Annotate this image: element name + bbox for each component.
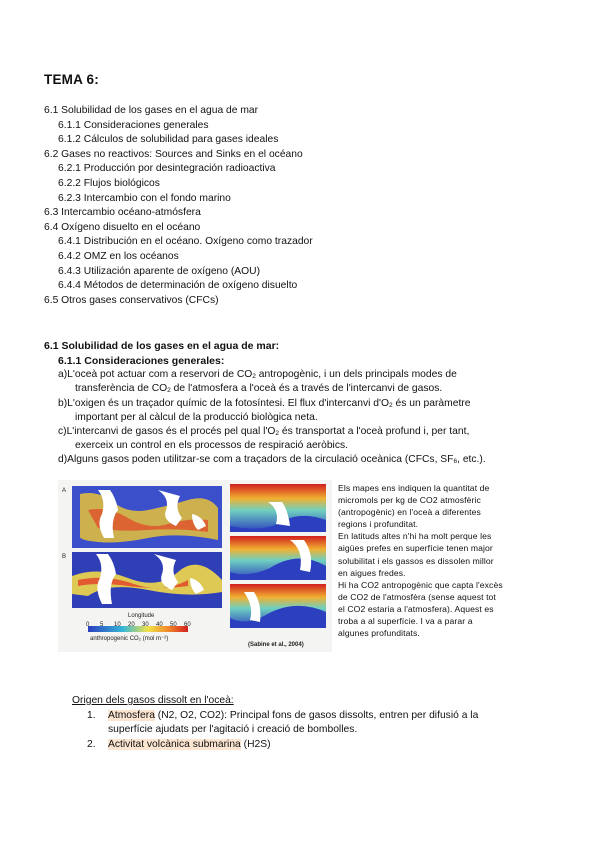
colorbar-label: anthropogenic CO₂ (mol m⁻²) <box>90 636 169 642</box>
subsection-heading: 6.1.1 Consideraciones generales: <box>58 354 225 367</box>
toc-item: 6.4.4 Métodos de determinación de oxígeno disuelto <box>58 280 298 292</box>
map-b <box>72 552 222 608</box>
map-b-label: B <box>62 554 67 560</box>
toc-item: 6.2.2 Flujos biológicos <box>58 177 160 189</box>
toc-item: 6.1.1 Consideraciones generales <box>58 119 209 131</box>
toc-item: 6.3 Intercambio océano-atmósfera <box>44 207 201 219</box>
ocean-co2-figure <box>58 480 332 652</box>
svg-text:40: 40 <box>156 622 163 628</box>
x-axis-label: Longitude <box>128 613 155 619</box>
figure-graphic <box>58 480 332 652</box>
table-of-contents <box>44 104 564 308</box>
svg-text:50: 50 <box>170 622 177 628</box>
toc-item: 6.4 Oxígeno disuelto en el océano <box>44 221 201 233</box>
section-heading: 6.1 Solubilidad de los gases en el agua de mar: <box>44 340 280 352</box>
depth-section-3 <box>230 584 326 628</box>
page-title: TEMA 6: <box>44 72 99 87</box>
toc-item: 6.4.1 Distribución en el océano. Oxígeno como trazador <box>58 236 313 248</box>
origin-list <box>72 709 572 753</box>
toc-item: 6.1.2 Cálculos de solubilidad para gases ideales <box>58 134 279 146</box>
map-a-label: A <box>62 488 67 494</box>
section-6-1 <box>44 339 564 468</box>
svg-text:30: 30 <box>142 622 149 628</box>
toc-item: 6.2.1 Producción por desintegración radioactiva <box>58 163 276 175</box>
highlight: Atmosfera <box>108 709 155 721</box>
svg-text:10: 10 <box>114 622 121 628</box>
toc-item: 6.4.2 OMZ en los océanos <box>58 250 179 262</box>
svg-text:20: 20 <box>128 622 135 628</box>
origin-heading: Origen dels gasos dissolt en l'oceà: <box>72 695 234 706</box>
toc-item: 6.2 Gases no reactivos: Sources and Sinks en el océano <box>44 148 303 160</box>
list-item-a: a)L'oceà pot actuar com a reservori de $CO_2$ antropogènic, i un dels principals modes de transferència de $CO_2$ de l'atmosfera a l'oceà és a través de l'intercanvi de gasos. <box>58 369 457 395</box>
svg-text:60: 60 <box>184 622 191 628</box>
svg-text:0: 0 <box>86 622 90 628</box>
list-item-d: d)Alguns gasos poden utilitzar-se com a traçadors de la circulació oceànica (CFCs, $SF_6$, etc.). <box>58 454 486 466</box>
depth-section-1 <box>230 484 326 532</box>
list-item-c: c)L'intercanvi de gasos és el procés pel qual $l'O_2$ és transportat a l'oceà profund i, per tant, exerceix un control en els processos de respiració aeròbics. <box>58 426 470 452</box>
list-item-b: b)L'oxigen és un traçador químic de la fotosíntesi. El flux d'intercanvi $d'O_2$ és un paràmetre important per al càlcul de la producció biològica neta. <box>58 397 471 423</box>
origin-section <box>72 694 572 752</box>
depth-section-2 <box>230 536 326 580</box>
toc-item: 6.5 Otros gases conservativos (CFCs) <box>44 294 219 306</box>
toc-item: 6.2.3 Intercambio con el fondo marino <box>58 192 231 204</box>
figure-citation: (Sabine et al., 2004) <box>248 642 304 648</box>
map-a <box>72 486 222 548</box>
toc-item: 6.4.3 Utilización aparente de oxígeno (AOU) <box>58 265 261 277</box>
figure-description: Els mapes ens indiquen la quantitat de micromols per kg de CO2 atmosfèric (antropogènic) en l'oceà a diferentes regions i profunditat. En latituds altes n'hi ha molt perque les aigües prefes en superfície tenen major solubilitat i els gassos es dissolen millor en aigues fredes. Hi ha CO2 antropogènic que capta l'excès de CO2 de l'atmosfèra (sense aquest tot el CO2 estaria a l'atmosfera). Aquest es troba a al superfície. I va a parar a algunes profunditats. <box>338 483 503 639</box>
toc-item: 6.1 Solubilidad de los gases en el agua de mar <box>44 105 259 116</box>
origin-item: 2. Activitat volcànica submarina (H2S) <box>87 738 271 750</box>
highlight: Activitat volcànica submarina <box>108 738 241 750</box>
origin-item: 1. Atmosfera (N2, O2, CO2): Principal fons de gasos dissolts, entren per difusió a la superfície ajudats per l'agitació i creació de bombolles. <box>87 709 479 736</box>
svg-text:5: 5 <box>100 622 104 628</box>
